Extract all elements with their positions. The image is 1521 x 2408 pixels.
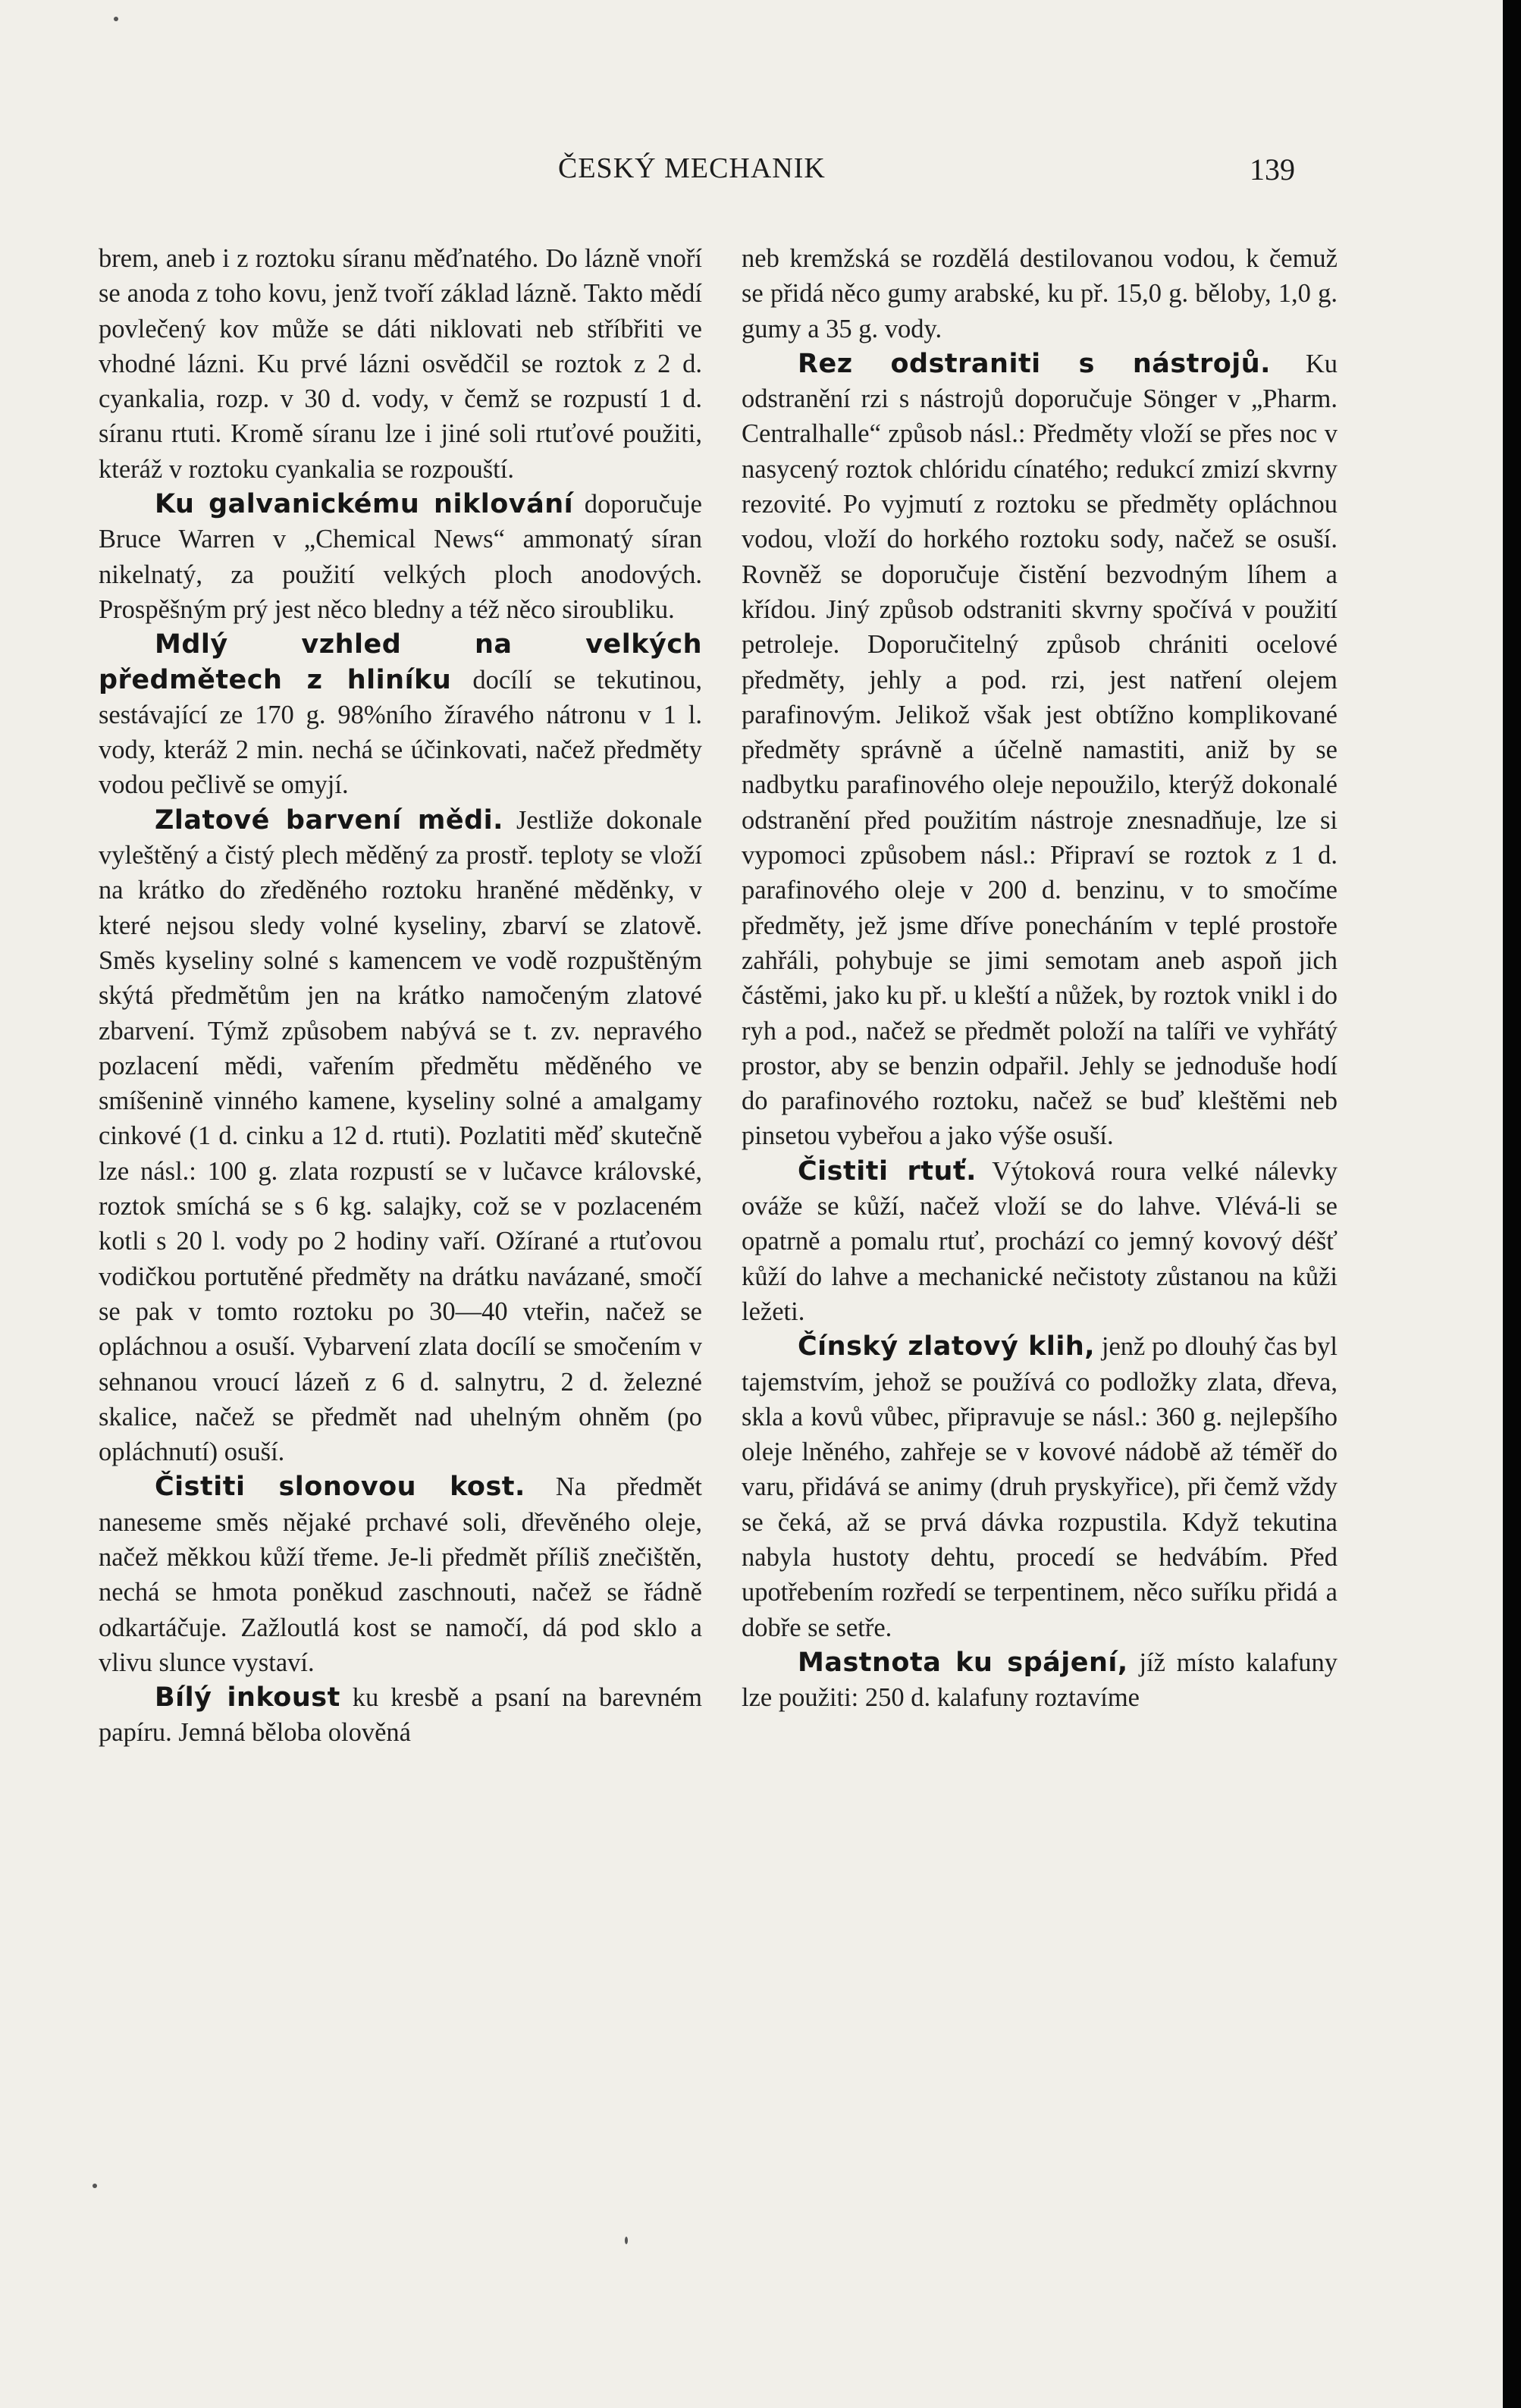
running-title: ČESKÝ MECHANIK [558, 152, 826, 184]
paragraph-text: Na předmět naneseme směs nějaké prchavé soli, dřevěného oleje, načež měkkou kůží třeme. Je-li předmět příliš znečištěn, nechá se hmota poněkud zaschnouti, načež se řádně odkartáčuje. Zažloutlá kost se namočí, dá pod sklo a vlivu slunce vystaví. [99, 1472, 702, 1677]
paragraph-cleaning-ivory [99, 1469, 702, 1680]
section-heading: Čínský zlatový klih, [798, 1331, 1096, 1362]
section-heading: Mdlý vzhled na velkých předmětech z hliníku [99, 629, 702, 695]
paper-speck [114, 17, 118, 21]
paper-speck [93, 2184, 97, 2188]
paragraph-text: docílí se tekutinou, sestávající ze 170 g. 98%ního žíravého nátronu v 1 l. vody, kteráž 2 min. nechá se účinkovati, načež předměty vodou pečlivě se omyjí. [99, 665, 702, 800]
section-heading: Zlatové barvení mědi. [155, 804, 503, 836]
section-heading: Ku galvanickému niklování [155, 489, 574, 520]
paragraph-text: Jestliže dokonale vyleštěný a čistý plech měděný za prostř. teploty se vloží na krátko do zředěného roztoku hraněné měděnky, v které nejsou sledy volné kyseliny, zbarví se zlatově. Směs kyseliny solné s kamencem ve vodě rozpuštěným skýtá předmětům jen na krátko namočeným zlatové zbarvení. Týmž způsobem nabývá se t. zv. nepravého pozlacení mědi, vařením předmětu měděného ve smíšenině vinného kamene, kyseliny solné a amalgamy cinkové (1 d. cinku a 12 d. rtuti). Pozlatiti měď skutečně lze násl.: 100 g. zlata rozpustí se v lučavce královské, roztok smíchá se s 6 kg. salajky, což se v pozlaceném kotli s 20 l. vody po 2 hodiny vaří. Ožírané a rtuťovou vodičkou portutěné předměty na drátku navázané, smočí se pak v tomto roztoku po 30—40 vteřin, načež se opláchnou a osuší. Vybarvení zlata docílí se smočením v sehnanou vroucí lázeň z 6 d. salnytru, 2 d. železné skalice, načež se předmět nad uhelným ohněm (po opláchnutí) osuší. [99, 805, 702, 1467]
paragraph-text: ku kresbě a psaní na barevném papíru. Jemná běloba olověná [99, 1683, 702, 1748]
paragraph-rust-removal [742, 346, 1338, 1154]
paragraph-text: brem, aneb i z roztoku síranu měďnatého. Do lázně vnoří se anoda z toho kovu, jenž tvoří základ lázně. Takto mědí povlečený kov může se dáti niklovati neb stříbřiti ve vhodné lázni. Ku prvé lázni osvědčil se roztok z 2 d. cyankalia, rozp. v 30 d. vody, v čemž se rozpustí 1 d. síranu rtuti. Kromě síranu lze i jiné soli rtuťové použiti, kteráž v roztoku cyankalia se rozpouští. [99, 244, 702, 484]
paragraph-text: jenž po dlouhý čas byl tajemstvím, jehož se používá co podložky zlata, dřeva, skla a kovů vůbec, připravuje se násl.: 360 g. nejlepšího oleje lněného, zahřeje se v kovové nádobě až téměř do varu, přidává se animy (druh pryskyřice), při čemž vždy se čeká, až se prvá dávka rozpustila. Když tekutina nabyla hustoty dehtu, procedí se hedvábím. Před upotřebením rozředí se terpentinem, něco suříku přidá a dobře se setře. [742, 1332, 1338, 1642]
paragraph-continuation [99, 241, 702, 487]
paragraph-gold-coloring-copper [99, 803, 702, 1470]
paragraph-cleaning-mercury [742, 1154, 1338, 1329]
paragraph-text: Ku odstranění rzi s nástrojů doporučuje Sönger v „Pharm. Centralhalle“ způsob násl.: Předměty vloží se přes noc v nasycený roztok chlóridu cínatého; redukcí zmizí skvrny rezovité. Po vyjmutí z roztoku se předměty opláchnou vodou, vloží do horkého roztoku sody, načež se osuší. Rovněž se doporučuje čistění bezvodným líhem a křídou. Jiný způsob odstraniti skvrny spočívá v použití petroleje. Doporučitelný způsob chrániti ocelové předměty, jehly a pod. rzi, jest natření olejem parafinovým. Jelikož však jest obtížno komplikované předměty správně a účelně namastiti, aniž by se nadbytku parafinového oleje nepoužilo, kterýž dokonalé odstranění před použitím nástroje znesnadňuje, lze si vypomoci způsobem násl.: Připraví se roztok z 1 d. parafinového oleje v 200 d. benzinu, v to smočíme předměty, jež jsme dříve ponecháním v teplé prostoře zahřáli, pohybuje se jimi semotam aneb aspoň jich částěmi, jako ku př. u kleští a nůžek, by roztok vnikl i do ryh a pod., načež se předmět položí na talíři ve vyhřátý prostor, aby se benzin odpařil. Jehly se jednoduše hodí do parafinového roztoku, načež se buď kleštěmi neb pinsetou vybeřou a jako výše osuší. [742, 349, 1338, 1151]
paragraph-text: neb kremžská se rozdělá destilovanou vodou, k čemuž se přidá něco gumy arabské, ku př. 15,0 g. běloby, 1,0 g. gumy a 35 g. vody. [742, 244, 1338, 343]
paragraph-white-ink [99, 1680, 702, 1751]
left-column [99, 241, 702, 1751]
page-number: 139 [1250, 152, 1295, 187]
paper-speck [625, 2237, 628, 2244]
paragraph-matte-aluminium [99, 627, 702, 802]
paragraph-chinese-gold-size [742, 1329, 1338, 1645]
section-heading: Bílý inkoust [155, 1682, 340, 1714]
page-header [0, 152, 1503, 194]
right-column [742, 241, 1338, 1715]
paragraph-soldering-grease [742, 1645, 1338, 1716]
paragraph-text: doporučuje Bruce Warren v „Chemical News“ ammonatý síran nikelnatý, za použití velkých ploch anodových. Prospěšným prý jest něco bledny a též něco siroubliku. [99, 490, 702, 624]
paragraph-text: Výtoková roura velké nálevky ováže se kůží, načež vloží se do lahve. Vlévá-li se opatrně a pomalu rtuť, prochází co jemný kovový déšť kůží do lahve a mechanické nečistoty zůstanou na kůži ležeti. [742, 1156, 1338, 1326]
section-heading: Rez odstraniti s nástrojů. [798, 348, 1271, 379]
paragraph-text: jíž místo kalafuny lze použiti: 250 d. kalafuny roztavíme [742, 1648, 1338, 1713]
section-heading: Mastnota ku spájení, [798, 1647, 1128, 1678]
section-heading: Čistiti slonovou kost. [155, 1472, 525, 1503]
paragraph-galvanic-nickel [99, 487, 702, 627]
paragraph-continuation [742, 241, 1338, 346]
section-heading: Čistiti rtuť. [798, 1155, 977, 1187]
